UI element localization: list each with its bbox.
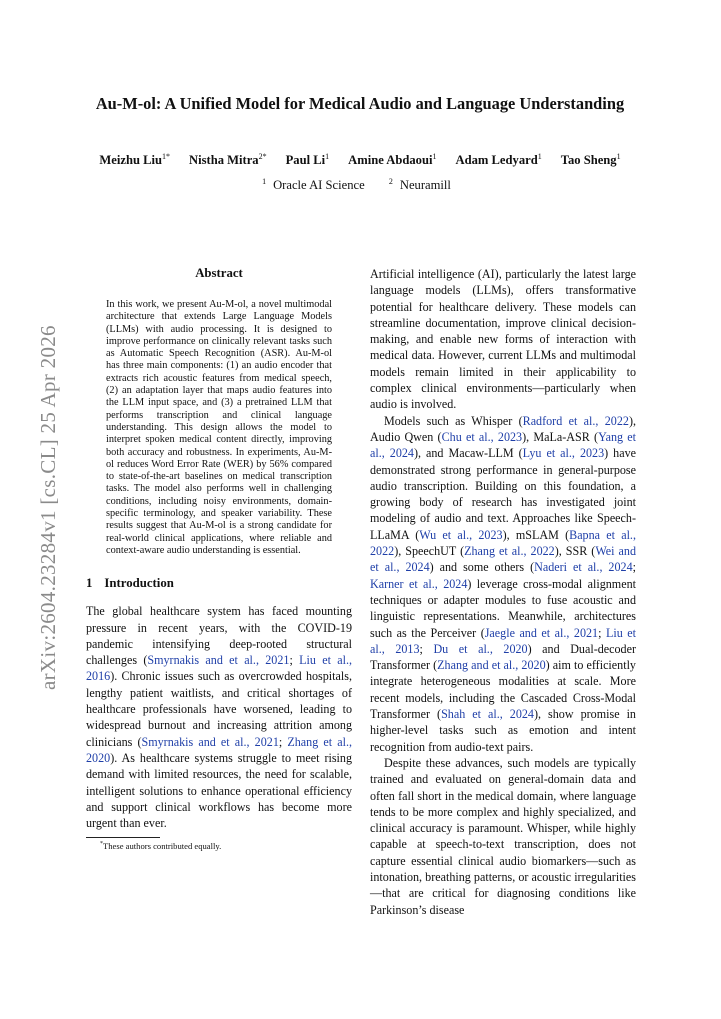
citation-link[interactable]: Wu et al., 2023 (419, 527, 503, 542)
author: Tao Sheng$^1$ (560, 152, 621, 168)
intro-paragraph: The global healthcare system has faced mounting pressure in recent years, with the COVID-19 pandemic intensifying deep-rooted structural challenges (Smyrnakis and et al., 2021; Liu et al., 2016). Chronic issues such as overcrowded hospitals, lengthy patient waitlists, and critical shortages of healthcare professionals have worsened, leading to widespread burnout and increasing attrition among clinicians (Smyrnakis and et al., 2021; Zhang et al., 2020). As healthcare systems struggle to meet rising demand with limited resources, the need for scalable, intelligent solutions to enhance operational efficiency and support clinical workflows has become more urgent than ever. (86, 604, 353, 831)
section-heading-introduction: 1 Introduction (86, 576, 174, 591)
body-paragraph: Artificial intelligence (AI), particularly the latest large language models (LLMs), offers transformative potential for healthcare delivery. These models can streamline documentation, improve clinical decision-making, and enable new forms of interaction with medical data. However, current LLMs and multimodal models remain limited in their applicability to complex clinical environments—particularly when audio is involved. (370, 267, 636, 412)
footnote: *These authors contributed equally. (100, 841, 222, 852)
author: Paul Li$^1$ (285, 152, 330, 168)
arxiv-identifier-stamp: arXiv:2604.23284v1 [cs.CL] 25 Apr 2026 (36, 325, 60, 690)
citation-link[interactable]: Liu et al., 2013 (370, 625, 637, 656)
footnote-rule (86, 837, 160, 838)
citation-link[interactable]: Yang et al., 2024 (370, 429, 636, 461)
citation-link[interactable]: Chu et al., 2023 (441, 429, 523, 444)
citation-link[interactable]: Liu et al., 2016 (86, 653, 353, 684)
citation-link[interactable]: Wei and et al., 2024 (370, 544, 636, 575)
citation-link[interactable]: Karner et al., 2024 (370, 576, 468, 591)
author: Nistha Mitra$^{2*}$ (189, 152, 267, 168)
citation-link[interactable]: Radford et al., 2022 (522, 413, 629, 428)
citation-link[interactable]: Zhang et al., 2020 (86, 734, 352, 765)
citation-link[interactable]: Lyu et al., 2023 (522, 446, 605, 461)
abstract-heading: Abstract (195, 266, 243, 280)
abstract-text: In this work, we present Au-M-ol, a novel multimodal architecture that extends Large Language Models (LLMs) with audio processing. It is designed to improve performance on clinically relevant tasks such as Automatic Speech Recognition (ASR). Au-M-ol has three main components: (1) an audio encoder that extracts rich acoustic features from medical speech, (2) an adaptation layer that maps audio features into the LLM input space, and (3) a pretrained LLM that performs transcription and clinical language understanding. This design allows the model to interpret spoken medical content directly, improving both accuracy and robustness. In experiments, Au-M-ol reduces Word Error Rate (WER) by 56% compared to state-of-the-art baselines on medical transcription tasks. The model also performs well in challenging conditions, including noisy environments, domain-specific terminology, and speaker variability. These results suggest that Au-M-ol is a strong candidate for real-world clinical applications, where reliable and context-aware audio understanding is essential. (106, 299, 332, 556)
author: Amine Abdaoui$^1$ (348, 152, 437, 168)
citation-link[interactable]: Naderi et al., 2024 (534, 560, 633, 575)
affiliation: $^1$ Oracle AI Science (262, 177, 365, 193)
author: Meizhu Liu$^{1*}$ (99, 152, 170, 168)
citation-link[interactable]: Du et al., 2020 (433, 641, 528, 656)
citation-link[interactable]: Zhang et al., 2022 (464, 544, 555, 559)
body-paragraph: Despite these advances, such models are typically trained and evaluated on general-domain data and often fall short in the medical domain, where language tends to be more complex and highly specialized, and clinical accuracy is paramount. Whisper, while highly capable at speech-to-text transcription, does not capture essential clinical audio biomarkers—such as intonation, breathing patterns, or acoustic irregularities—that are critical for diagnosing conditions like Parkinson’s disease (370, 755, 636, 917)
paper-title: Au-M-ol: A Unified Model for Medical Audio and Language Understanding (95, 94, 625, 113)
left-column (86, 266, 352, 851)
author: Adam Ledyard$^1$ (455, 152, 542, 168)
right-column (370, 266, 636, 918)
citation-link[interactable]: Jaegle and et al., 2021 (484, 625, 599, 640)
affiliation: $^2$ Neuramill (388, 177, 451, 193)
body-paragraph: Models such as Whisper (Radford et al., 2022), Audio Qwen (Chu et al., 2023), MaLa-ASR (Yang et al., 2024), and Macaw-LLM (Lyu et al., 2023) have demonstrated strong performance in general-purpose audio transcription. Building on this foundation, a growing body of research has investigated joint modeling of audio and text. Approaches like Speech-LLaMA (Wu et al., 2023), mSLAM (Bapna et al., 2022), SpeechUT (Zhang et al., 2022), SSR (Wei and et al., 2024) and some others (Naderi et al., 2024; Karner et al., 2024) leverage cross-modal alignment techniques or adapter modules to fuse acoustic and linguistic representations. Meanwhile, architectures such as the Perceiver (Jaegle and et al., 2021; Liu et al., 2013; Du et al., 2020) and Dual-decoder Transformer (Zhang and et al., 2020) aim to efficiently integrate heterogeneous modalities at scale. More recent models, including the Cascaded Cross-Modal Transformer (Shah et al., 2024), show promise in higher-level tasks such as emotion and intent recognition from audio-text pairs. (370, 413, 637, 754)
citation-link[interactable]: Bapna et al., 2022 (370, 527, 636, 559)
affiliation-list (40, 177, 680, 193)
citation-link[interactable]: Shah et al., 2024 (441, 707, 534, 722)
citation-link[interactable]: Smyrnakis and et al., 2021 (141, 734, 279, 749)
author-list (40, 152, 680, 168)
citation-link[interactable]: Smyrnakis and et al., 2021 (147, 653, 290, 668)
citation-link[interactable]: Zhang and et al., 2020 (437, 658, 546, 673)
